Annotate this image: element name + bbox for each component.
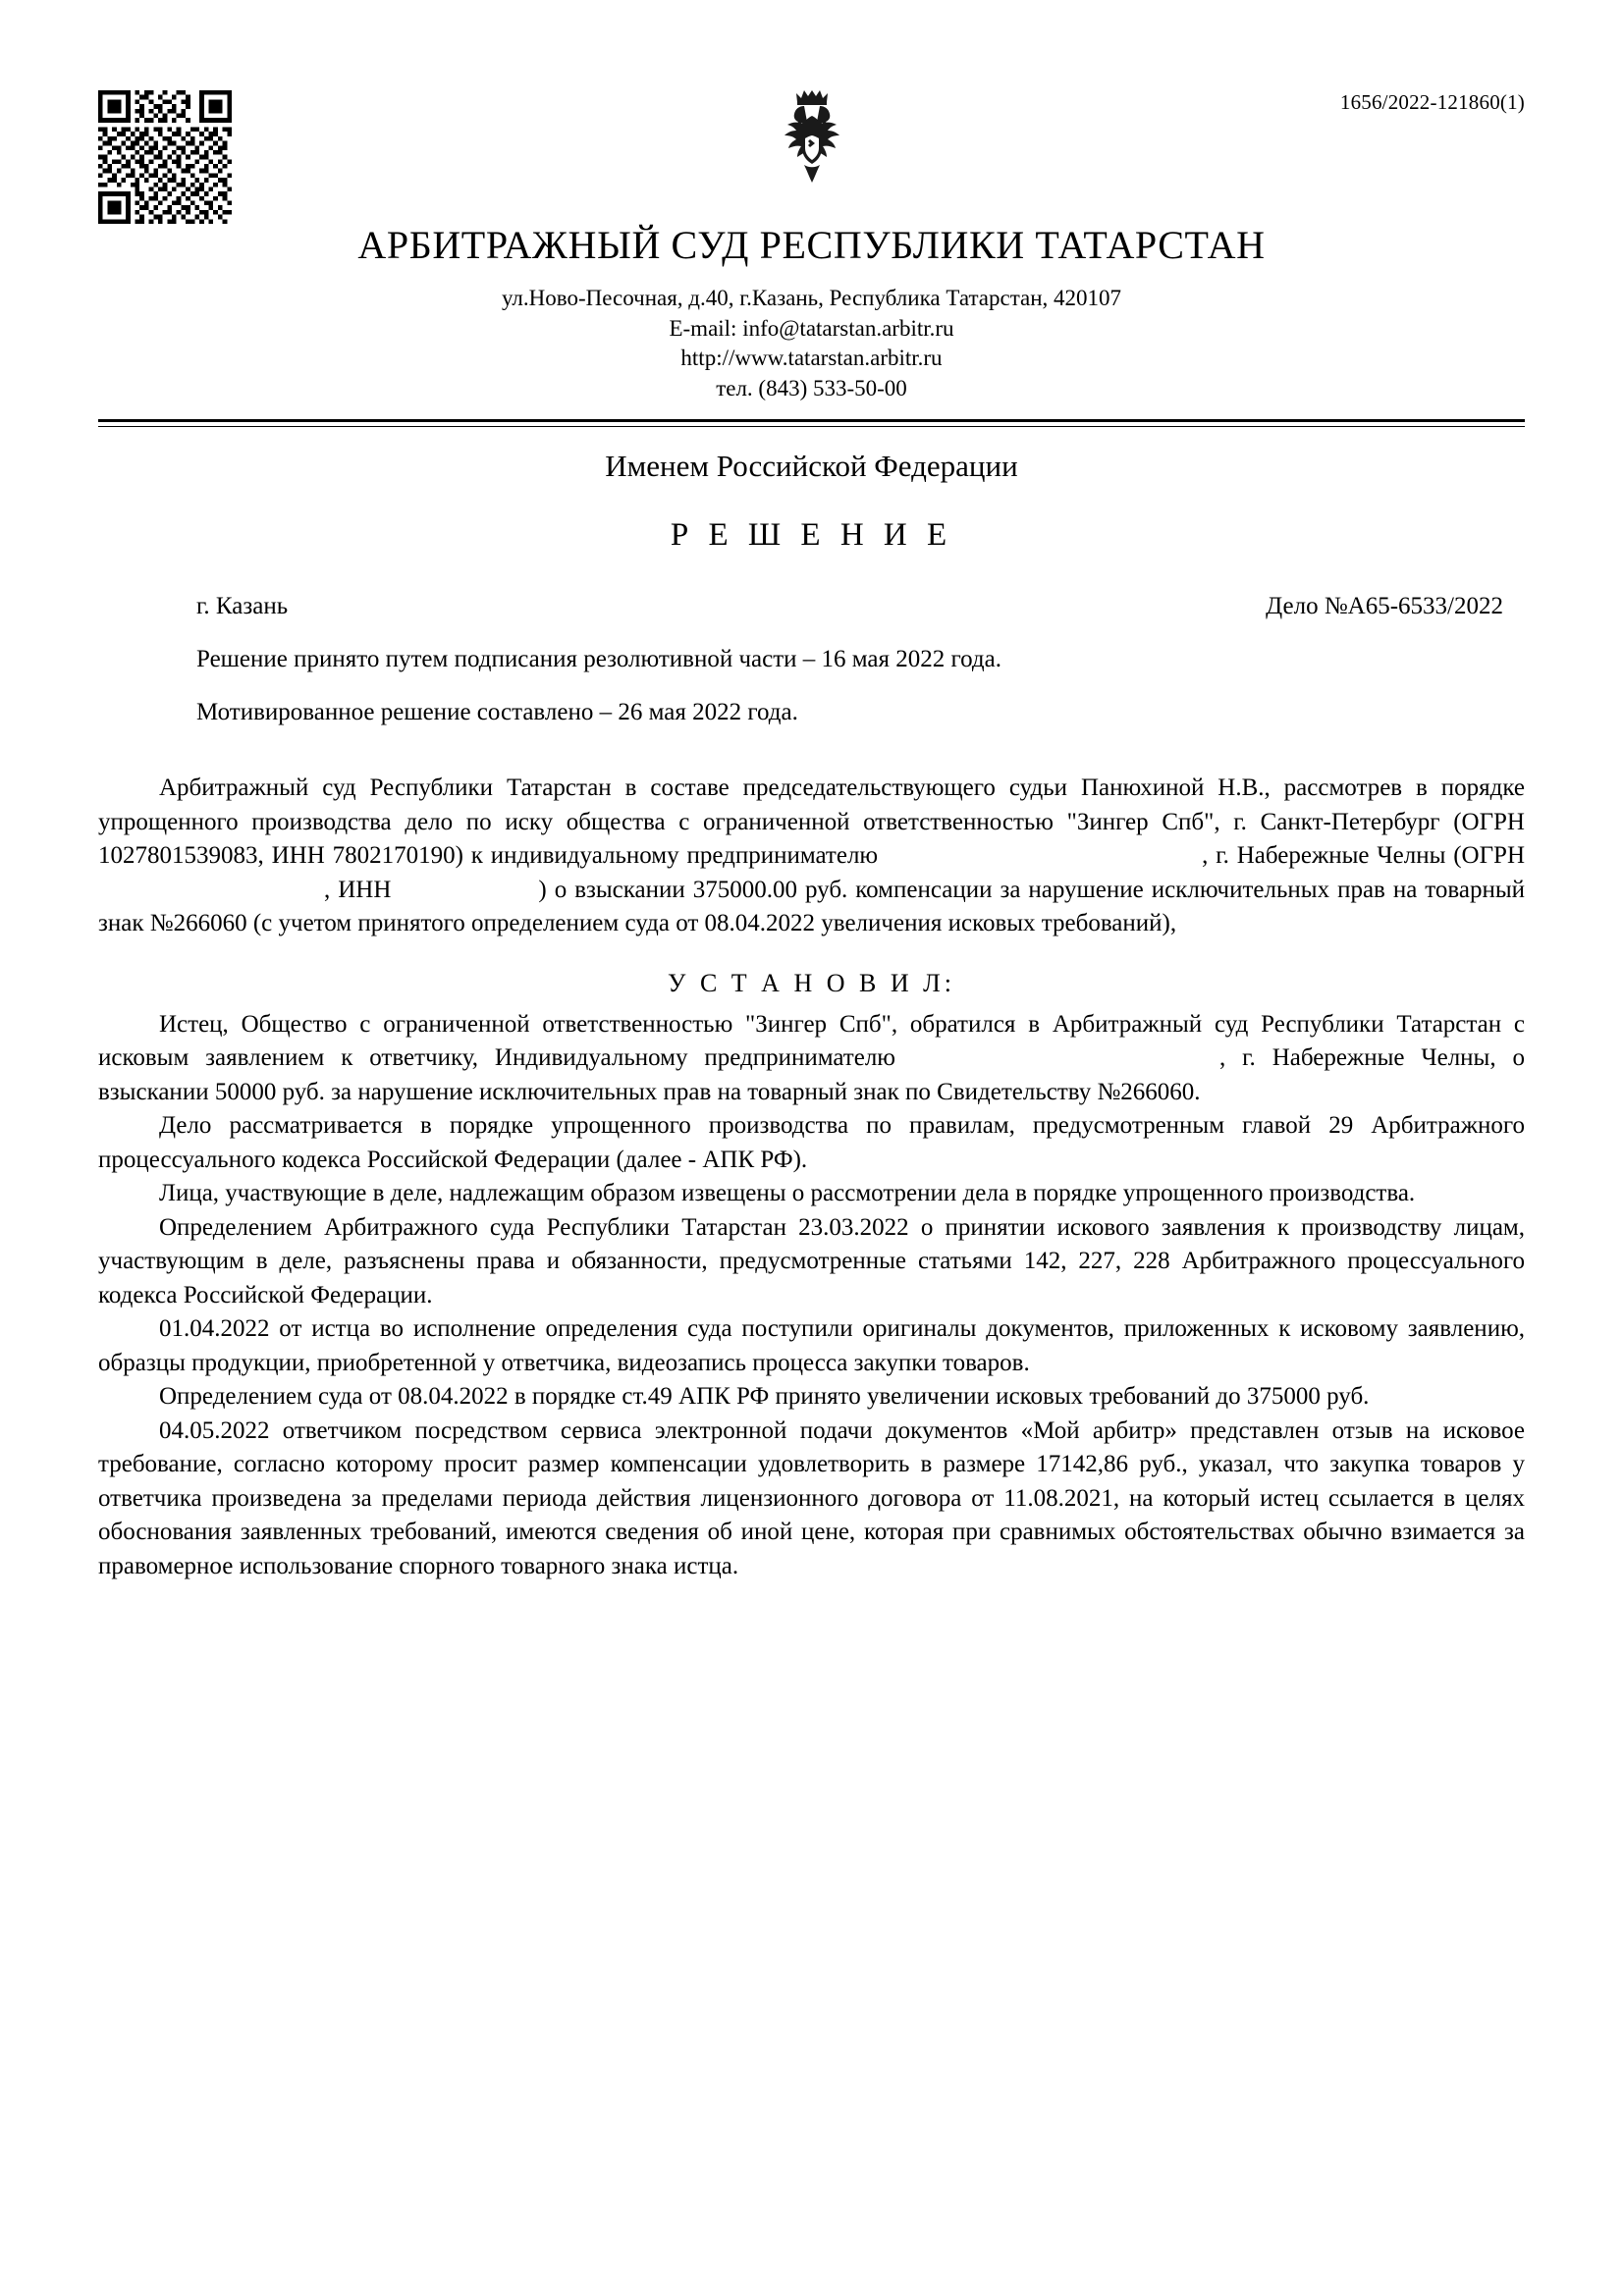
intro-part-4: ) о взыскании 375000.00 руб. компенсации за нарушение исключительных прав на товарный знак №266060 (с учетом принятого определением суда от 08.04.2022 увеличения исковых требований),: [98, 876, 1526, 937]
city-label: г. Казань: [196, 593, 289, 620]
document-header: [98, 69, 1525, 216]
established-p1-after: , г. Набережные Челны, о взыскании 50000 руб. за нарушение исключительных прав на товарный знак по Свидетельству №266060.: [98, 1044, 1525, 1105]
established-paragraph-6: Определением суда от 08.04.2022 в порядке ст.49 АПК РФ принято увеличении исковых требований до 375000 руб.: [159, 1383, 1370, 1411]
court-phone: тел. (843) 533-50-00: [716, 375, 907, 400]
intro-block: [98, 772, 1525, 941]
established-paragraph-7: 04.05.2022 ответчиком посредством сервиса электронной подачи документов «Мой арбитр» представлен отзыв на исковое требование, согласно которому просит размер компенсации удовлетворить в размере 17142,86 руб., указал, что закупка товаров у ответчика произведена за пределами периода действия лицензионного договора от 11.08.2021, на который истец ссылается в целях обоснования заявленных требований, имеются сведения об иной цене, которая при сравнимых обстоятельствах обычно взимается за правомерное использование спорного товарного знака истца.: [98, 1416, 1525, 1579]
redacted-defendant-name-2: [895, 1041, 1219, 1076]
resolution-date-line: Решение принято путем подписания резолютивной части – 16 мая 2022 года.: [196, 646, 1001, 673]
header-divider: [98, 419, 1525, 427]
court-email: E-mail: info@tatarstan.arbitr.ru: [669, 315, 954, 341]
established-paragraph-2: Дело рассматривается в порядке упрощенного производства по правилам, предусмотренным главой 29 Арбитражного процессуального кодекса Российской Федерации (далее - АПК РФ).: [98, 1112, 1525, 1173]
document-type-title: Р Е Ш Е Н И Е: [670, 517, 953, 554]
established-paragraph-1: [98, 1008, 1525, 1110]
section-heading-established: У С Т А Н О В И Л:: [668, 968, 955, 997]
established-p1-before: Истец, Общество с ограниченной ответственностью "Зингер Спб", обратился в Арбитражный суд Республики Татарстан с исковым заявлением к ответчику, Индивидуальному предпринимателю: [98, 1010, 1525, 1072]
redacted-defendant-name: [878, 839, 1202, 874]
redacted-inn: [391, 874, 538, 908]
qr-code-icon: [98, 90, 232, 224]
established-paragraph-3: Лица, участвующие в деле, надлежащим образом извещены о рассмотрении дела в порядке упрощенного производства.: [159, 1180, 1416, 1207]
document-code: 1656/2022-121860(1): [1339, 90, 1525, 114]
established-paragraph-4: Определением Арбитражного суда Республики Татарстан 23.03.2022 о принятии искового заявления к производству лицам, участвующим в деле, разъяснены права и обязанности, предусмотренные статьями 142, 227, 228 Арбитражного процессуального кодекса Российской Федерации.: [98, 1213, 1525, 1308]
case-number: Дело №А65-6533/2022: [1266, 593, 1503, 620]
established-block: [98, 1008, 1525, 1584]
intro-paragraph: [98, 772, 1525, 941]
court-website: http://www.tatarstan.arbitr.ru: [680, 346, 943, 371]
established-paragraph-5: 01.04.2022 от истца во исполнение определения суда поступили оригиналы документов, приложенных к исковому заявлению, образцы продукции, приобретенной у ответчика, видеозапись процесса закупки товаров.: [98, 1315, 1525, 1376]
intro-part-2: , г. Набережные Челны (ОГРН: [1202, 842, 1526, 870]
intro-part-3: , ИНН: [324, 876, 392, 903]
court-address: ул.Ново-Песочная, д.40, г.Казань, Республика Татарстан, 420107: [501, 286, 1122, 310]
court-contacts: [98, 284, 1525, 403]
intro-part-1: Арбитражный суд Республики Татарстан в составе председательствующего судьи Панюхиной Н.В., рассмотрев в порядке упрощенного производства дело по иску общества с ограниченной ответственностью "Зингер Спб", г. Санкт-Петербург (ОГРН 1027801539083, ИНН 7802170190) к индивидуальному предпринимателю: [98, 774, 1525, 870]
in-the-name-of-rf: Именем Российской Федерации: [605, 449, 1018, 484]
redacted-ogrn: [98, 874, 324, 908]
court-name: АРБИТРАЖНЫЙ СУД РЕСПУБЛИКИ ТАТАРСТАН: [357, 223, 1266, 267]
motivated-date-line: Мотивированное решение составлено – 26 мая 2022 года.: [196, 699, 798, 726]
russian-coat-of-arms-icon: [767, 86, 857, 188]
city-and-case-row: [98, 593, 1525, 620]
